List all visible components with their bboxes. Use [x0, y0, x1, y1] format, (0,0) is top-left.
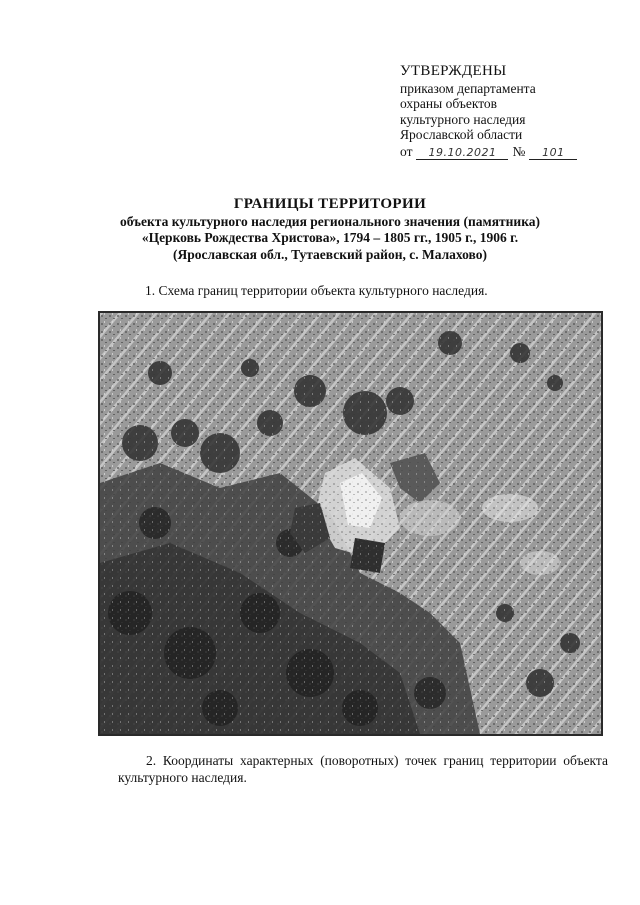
- date-prefix: от: [400, 143, 413, 159]
- approval-line-4: Ярославской области: [400, 127, 523, 142]
- approval-line-3: культурного наследия: [400, 111, 526, 127]
- approval-line-1: приказом департамента: [400, 80, 536, 96]
- document-title-block: [60, 196, 600, 263]
- title-line-2: «Церковь Рождества Христова», 1794 – 1805 гг., 1905 г., 1906 г.: [141, 230, 519, 245]
- aerial-photo-graphic: [100, 313, 601, 734]
- title-line-3: (Ярославская обл., Тутаевский район, с. Малахово): [173, 246, 487, 262]
- handwritten-date: 19.10.2021: [416, 147, 508, 160]
- document-title: ГРАНИЦЫ ТЕРРИТОРИИ: [233, 196, 427, 212]
- section-2-paragraph: 2. Координаты характерных (поворотных) точек границ территории объекта культурного наследия.: [118, 753, 608, 785]
- approval-stamp-block: [400, 64, 620, 160]
- boundary-scheme-image: [98, 311, 603, 736]
- handwritten-number: 101: [529, 147, 577, 160]
- section-1-heading: 1. Схема границ территории объекта культурного наследия.: [145, 283, 488, 298]
- number-prefix: №: [512, 143, 526, 159]
- approval-date-number-row: [400, 144, 620, 160]
- title-line-1: объекта культурного наследия регионального значения (памятника): [119, 213, 541, 229]
- approval-line-2: охраны объектов: [400, 96, 498, 111]
- approval-heading: УТВЕРЖДЕНЫ: [400, 63, 507, 79]
